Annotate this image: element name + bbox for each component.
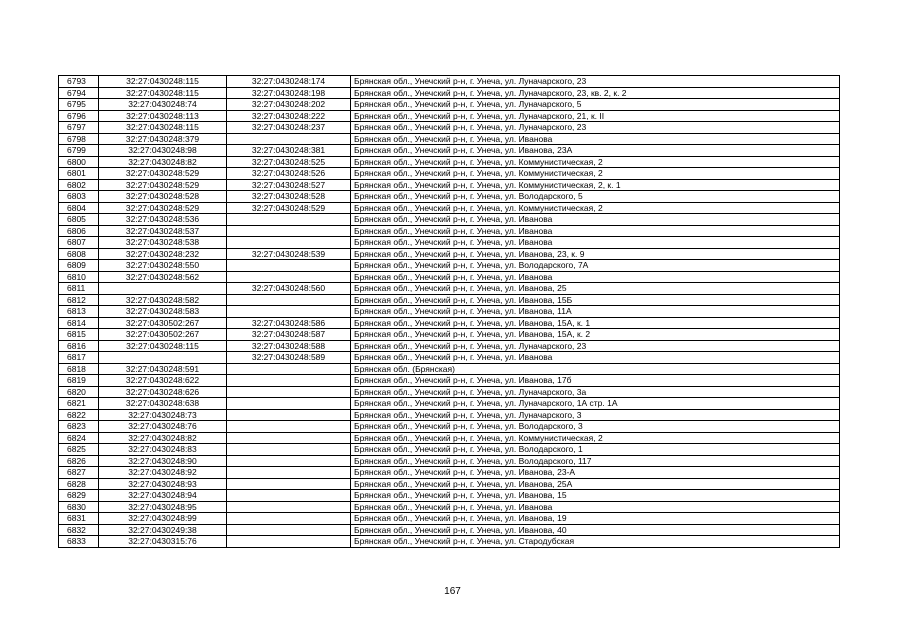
address-cell: Брянская обл., Унечский р-н, г. Унеча, ул. Иванова, 23, к. 9 <box>351 248 840 260</box>
related-cadastral-number-cell: 32:27:0430248:588 <box>227 340 351 352</box>
related-cadastral-number-cell: 32:27:0430248:560 <box>227 283 351 295</box>
table-row <box>59 179 840 191</box>
address-cell: Брянская обл., Унечский р-н, г. Унеча, ул. Иванова <box>351 237 840 249</box>
address-cell: Брянская обл., Унечский р-н, г. Унеча, ул. Луначарского, 1А стр. 1А <box>351 398 840 410</box>
cadastral-number-cell: 32:27:0430315:76 <box>99 536 227 548</box>
address-cell: Брянская обл., Унечский р-н, г. Унеча, ул. Коммунистическая, 2 <box>351 156 840 168</box>
table-row <box>59 283 840 295</box>
cadastral-number-cell: 32:27:0430249:38 <box>99 524 227 536</box>
address-cell: Брянская обл., Унечский р-н, г. Унеча, ул. Стародубская <box>351 536 840 548</box>
row-number: 6818 <box>59 363 99 375</box>
cadastral-number-cell: 32:27:0430248:98 <box>99 145 227 157</box>
table-row <box>59 76 840 88</box>
row-number: 6809 <box>59 260 99 272</box>
table-row <box>59 317 840 329</box>
registry-table-body <box>59 76 840 548</box>
address-cell: Брянская обл., Унечский р-н, г. Унеча, ул. Иванова, 11А <box>351 306 840 318</box>
related-cadastral-number-cell <box>227 432 351 444</box>
row-number: 6830 <box>59 501 99 513</box>
cadastral-number-cell: 32:27:0430248:83 <box>99 444 227 456</box>
table-row <box>59 271 840 283</box>
address-cell: Брянская обл., Унечский р-н, г. Унеча, ул. Иванова, 15Б <box>351 294 840 306</box>
cadastral-number-cell: 32:27:0430248:622 <box>99 375 227 387</box>
table-row <box>59 340 840 352</box>
row-number: 6811 <box>59 283 99 295</box>
table-row <box>59 329 840 341</box>
cadastral-number-cell: 32:27:0430248:82 <box>99 432 227 444</box>
row-number: 6812 <box>59 294 99 306</box>
cadastral-number-cell: 32:27:0430248:538 <box>99 237 227 249</box>
row-number: 6815 <box>59 329 99 341</box>
related-cadastral-number-cell <box>227 421 351 433</box>
related-cadastral-number-cell <box>227 237 351 249</box>
row-number: 6817 <box>59 352 99 364</box>
address-cell: Брянская обл., Унечский р-н, г. Унеча, ул. Иванова <box>351 225 840 237</box>
address-cell: Брянская обл., Унечский р-н, г. Унеча, ул. Коммунистическая, 2 <box>351 168 840 180</box>
related-cadastral-number-cell <box>227 536 351 548</box>
address-cell: Брянская обл., Унечский р-н, г. Унеча, ул. Луначарского, 3 <box>351 409 840 421</box>
cadastral-number-cell <box>99 283 227 295</box>
address-cell: Брянская обл., Унечский р-н, г. Унеча, ул. Коммунистическая, 2, к. 1 <box>351 179 840 191</box>
related-cadastral-number-cell <box>227 501 351 513</box>
registry-table <box>58 75 840 548</box>
table-row <box>59 363 840 375</box>
cadastral-number-cell: 32:27:0430248:638 <box>99 398 227 410</box>
address-cell: Брянская обл., Унечский р-н, г. Унеча, ул. Иванова, 25А <box>351 478 840 490</box>
related-cadastral-number-cell: 32:27:0430248:222 <box>227 110 351 122</box>
address-cell: Брянская обл., Унечский р-н, г. Унеча, ул. Луначарского, 5 <box>351 99 840 111</box>
related-cadastral-number-cell <box>227 271 351 283</box>
address-cell: Брянская обл., Унечский р-н, г. Унеча, ул. Иванова, 17б <box>351 375 840 387</box>
row-number: 6799 <box>59 145 99 157</box>
table-row <box>59 524 840 536</box>
row-number: 6794 <box>59 87 99 99</box>
row-number: 6801 <box>59 168 99 180</box>
table-row <box>59 398 840 410</box>
table-row <box>59 421 840 433</box>
table-row <box>59 294 840 306</box>
table-row <box>59 122 840 134</box>
table-row <box>59 248 840 260</box>
cadastral-number-cell: 32:27:0430248:99 <box>99 513 227 525</box>
address-cell: Брянская обл., Унечский р-н, г. Унеча, ул. Иванова, 40 <box>351 524 840 536</box>
address-cell: Брянская обл., Унечский р-н, г. Унеча, ул. Иванова, 23-А <box>351 467 840 479</box>
cadastral-number-cell: 32:27:0430502:267 <box>99 317 227 329</box>
table-row <box>59 467 840 479</box>
cadastral-number-cell: 32:27:0430248:113 <box>99 110 227 122</box>
related-cadastral-number-cell: 32:27:0430248:586 <box>227 317 351 329</box>
related-cadastral-number-cell <box>227 455 351 467</box>
address-cell: Брянская обл., Унечский р-н, г. Унеча, ул. Иванова <box>351 133 840 145</box>
related-cadastral-number-cell: 32:27:0430248:527 <box>227 179 351 191</box>
table-row <box>59 490 840 502</box>
table-row <box>59 478 840 490</box>
related-cadastral-number-cell <box>227 225 351 237</box>
table-row <box>59 501 840 513</box>
table-row <box>59 99 840 111</box>
row-number: 6803 <box>59 191 99 203</box>
related-cadastral-number-cell: 32:27:0430248:237 <box>227 122 351 134</box>
address-cell: Брянская обл., Унечский р-н, г. Унеча, ул. Иванова <box>351 214 840 226</box>
cadastral-number-cell: 32:27:0430248:536 <box>99 214 227 226</box>
address-cell: Брянская обл., Унечский р-н, г. Унеча, ул. Луначарского, 23 <box>351 76 840 88</box>
related-cadastral-number-cell <box>227 133 351 145</box>
related-cadastral-number-cell <box>227 409 351 421</box>
cadastral-number-cell: 32:27:0430248:550 <box>99 260 227 272</box>
related-cadastral-number-cell: 32:27:0430248:526 <box>227 168 351 180</box>
related-cadastral-number-cell <box>227 524 351 536</box>
address-cell: Брянская обл., Унечский р-н, г. Унеча, ул. Иванова, 15 <box>351 490 840 502</box>
address-cell: Брянская обл., Унечский р-н, г. Унеча, ул. Коммунистическая, 2 <box>351 202 840 214</box>
row-number: 6833 <box>59 536 99 548</box>
row-number: 6825 <box>59 444 99 456</box>
related-cadastral-number-cell <box>227 444 351 456</box>
table-row <box>59 214 840 226</box>
row-number: 6795 <box>59 99 99 111</box>
address-cell: Брянская обл., Унечский р-н, г. Унеча, ул. Иванова, 15А, к. 1 <box>351 317 840 329</box>
related-cadastral-number-cell: 32:27:0430248:174 <box>227 76 351 88</box>
row-number: 6802 <box>59 179 99 191</box>
row-number: 6829 <box>59 490 99 502</box>
cadastral-number-cell: 32:27:0430248:562 <box>99 271 227 283</box>
address-cell: Брянская обл., Унечский р-н, г. Унеча, ул. Иванова, 23А <box>351 145 840 157</box>
address-cell: Брянская обл., Унечский р-н, г. Унеча, ул. Луначарского, 23 <box>351 122 840 134</box>
related-cadastral-number-cell: 32:27:0430248:528 <box>227 191 351 203</box>
related-cadastral-number-cell <box>227 513 351 525</box>
row-number: 6796 <box>59 110 99 122</box>
table-row <box>59 444 840 456</box>
table-row <box>59 110 840 122</box>
table-row <box>59 202 840 214</box>
table-row <box>59 513 840 525</box>
cadastral-number-cell: 32:27:0430248:94 <box>99 490 227 502</box>
related-cadastral-number-cell: 32:27:0430248:587 <box>227 329 351 341</box>
cadastral-number-cell: 32:27:0430248:115 <box>99 340 227 352</box>
table-row <box>59 386 840 398</box>
row-number: 6819 <box>59 375 99 387</box>
related-cadastral-number-cell <box>227 467 351 479</box>
related-cadastral-number-cell <box>227 294 351 306</box>
table-row <box>59 536 840 548</box>
row-number: 6793 <box>59 76 99 88</box>
cadastral-number-cell <box>99 352 227 364</box>
related-cadastral-number-cell <box>227 386 351 398</box>
row-number: 6820 <box>59 386 99 398</box>
cadastral-number-cell: 32:27:0430248:115 <box>99 76 227 88</box>
table-row <box>59 156 840 168</box>
cadastral-number-cell: 32:27:0430248:93 <box>99 478 227 490</box>
cadastral-number-cell: 32:27:0430248:583 <box>99 306 227 318</box>
address-cell: Брянская обл., Унечский р-н, г. Унеча, ул. Луначарского, 21, к. II <box>351 110 840 122</box>
cadastral-number-cell: 32:27:0430248:82 <box>99 156 227 168</box>
address-cell: Брянская обл., Унечский р-н, г. Унеча, ул. Иванова <box>351 501 840 513</box>
row-number: 6831 <box>59 513 99 525</box>
address-cell: Брянская обл., Унечский р-н, г. Унеча, ул. Иванова <box>351 271 840 283</box>
page-number: 167 <box>444 586 461 597</box>
row-number: 6824 <box>59 432 99 444</box>
row-number: 6806 <box>59 225 99 237</box>
cadastral-number-cell: 32:27:0430502:267 <box>99 329 227 341</box>
row-number: 6828 <box>59 478 99 490</box>
cadastral-number-cell: 32:27:0430248:76 <box>99 421 227 433</box>
row-number: 6797 <box>59 122 99 134</box>
row-number: 6822 <box>59 409 99 421</box>
related-cadastral-number-cell <box>227 478 351 490</box>
address-cell: Брянская обл., Унечский р-н, г. Унеча, ул. Иванова, 25 <box>351 283 840 295</box>
row-number: 6807 <box>59 237 99 249</box>
row-number: 6804 <box>59 202 99 214</box>
row-number: 6813 <box>59 306 99 318</box>
row-number: 6810 <box>59 271 99 283</box>
related-cadastral-number-cell: 32:27:0430248:539 <box>227 248 351 260</box>
related-cadastral-number-cell <box>227 214 351 226</box>
cadastral-number-cell: 32:27:0430248:537 <box>99 225 227 237</box>
related-cadastral-number-cell: 32:27:0430248:198 <box>227 87 351 99</box>
table-row <box>59 375 840 387</box>
related-cadastral-number-cell: 32:27:0430248:381 <box>227 145 351 157</box>
related-cadastral-number-cell: 32:27:0430248:589 <box>227 352 351 364</box>
row-number: 6826 <box>59 455 99 467</box>
related-cadastral-number-cell: 32:27:0430248:525 <box>227 156 351 168</box>
related-cadastral-number-cell <box>227 398 351 410</box>
table-row <box>59 260 840 272</box>
table-row <box>59 306 840 318</box>
row-number: 6821 <box>59 398 99 410</box>
related-cadastral-number-cell: 32:27:0430248:202 <box>227 99 351 111</box>
row-number: 6823 <box>59 421 99 433</box>
cadastral-number-cell: 32:27:0430248:232 <box>99 248 227 260</box>
table-row <box>59 237 840 249</box>
table-row <box>59 352 840 364</box>
cadastral-number-cell: 32:27:0430248:528 <box>99 191 227 203</box>
address-cell: Брянская обл., Унечский р-н, г. Унеча, ул. Володарского, 3 <box>351 421 840 433</box>
cadastral-number-cell: 32:27:0430248:95 <box>99 501 227 513</box>
cadastral-number-cell: 32:27:0430248:591 <box>99 363 227 375</box>
cadastral-number-cell: 32:27:0430248:74 <box>99 99 227 111</box>
row-number: 6832 <box>59 524 99 536</box>
table-row <box>59 168 840 180</box>
cadastral-number-cell: 32:27:0430248:582 <box>99 294 227 306</box>
table-row <box>59 145 840 157</box>
table-row <box>59 225 840 237</box>
address-cell: Брянская обл., Унечский р-н, г. Унеча, ул. Луначарского, 23 <box>351 340 840 352</box>
address-cell: Брянская обл., Унечский р-н, г. Унеча, ул. Володарского, 5 <box>351 191 840 203</box>
cadastral-number-cell: 32:27:0430248:115 <box>99 122 227 134</box>
table-row <box>59 432 840 444</box>
related-cadastral-number-cell <box>227 306 351 318</box>
address-cell: Брянская обл., Унечский р-н, г. Унеча, ул. Луначарского, 23, кв. 2, к. 2 <box>351 87 840 99</box>
related-cadastral-number-cell <box>227 375 351 387</box>
table-row <box>59 191 840 203</box>
table-row <box>59 133 840 145</box>
address-cell: Брянская обл., Унечский р-н, г. Унеча, ул. Володарского, 117 <box>351 455 840 467</box>
related-cadastral-number-cell <box>227 260 351 272</box>
address-cell: Брянская обл., Унечский р-н, г. Унеча, ул. Володарского, 1 <box>351 444 840 456</box>
row-number: 6808 <box>59 248 99 260</box>
cadastral-number-cell: 32:27:0430248:529 <box>99 202 227 214</box>
cadastral-number-cell: 32:27:0430248:115 <box>99 87 227 99</box>
address-cell: Брянская обл., Унечский р-н, г. Унеча, ул. Коммунистическая, 2 <box>351 432 840 444</box>
address-cell: Брянская обл., Унечский р-н, г. Унеча, ул. Иванова, 19 <box>351 513 840 525</box>
address-cell: Брянская обл. (Брянская) <box>351 363 840 375</box>
cadastral-number-cell: 32:27:0430248:626 <box>99 386 227 398</box>
table-row <box>59 409 840 421</box>
address-cell: Брянская обл., Унечский р-н, г. Унеча, ул. Луначарского, 3а <box>351 386 840 398</box>
row-number: 6814 <box>59 317 99 329</box>
row-number: 6816 <box>59 340 99 352</box>
table-row <box>59 455 840 467</box>
row-number: 6800 <box>59 156 99 168</box>
address-cell: Брянская обл., Унечский р-н, г. Унеча, ул. Иванова, 15А, к. 2 <box>351 329 840 341</box>
cadastral-number-cell: 32:27:0430248:529 <box>99 179 227 191</box>
row-number: 6798 <box>59 133 99 145</box>
row-number: 6827 <box>59 467 99 479</box>
address-cell: Брянская обл., Унечский р-н, г. Унеча, ул. Иванова <box>351 352 840 364</box>
cadastral-number-cell: 32:27:0430248:92 <box>99 467 227 479</box>
table-row <box>59 87 840 99</box>
related-cadastral-number-cell <box>227 363 351 375</box>
cadastral-number-cell: 32:27:0430248:529 <box>99 168 227 180</box>
address-cell: Брянская обл., Унечский р-н, г. Унеча, ул. Володарского, 7А <box>351 260 840 272</box>
cadastral-number-cell: 32:27:0430248:379 <box>99 133 227 145</box>
row-number: 6805 <box>59 214 99 226</box>
cadastral-number-cell: 32:27:0430248:90 <box>99 455 227 467</box>
cadastral-number-cell: 32:27:0430248:73 <box>99 409 227 421</box>
related-cadastral-number-cell: 32:27:0430248:529 <box>227 202 351 214</box>
related-cadastral-number-cell <box>227 490 351 502</box>
